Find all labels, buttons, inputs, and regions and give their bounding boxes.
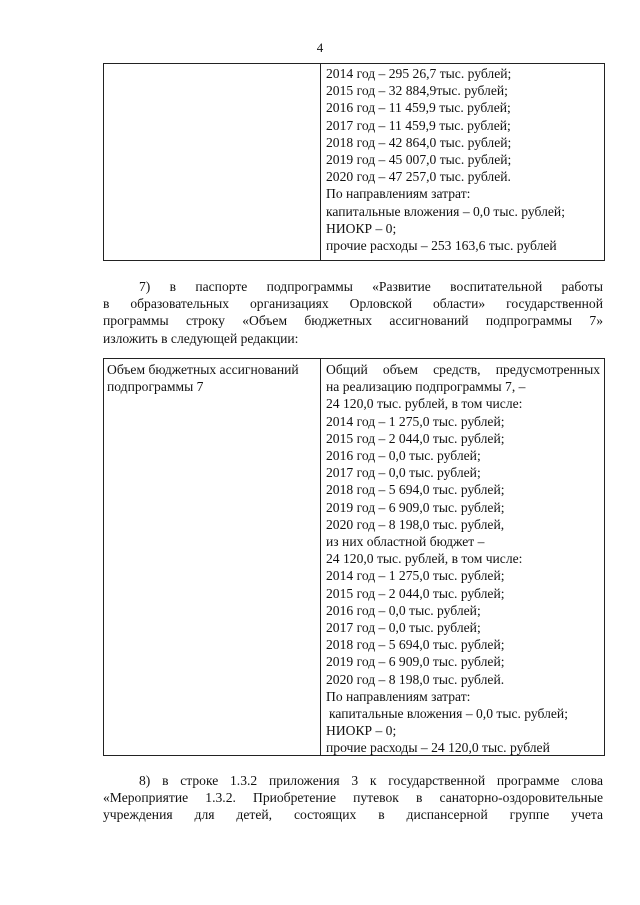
paragraph-line: 7) в паспорте подпрограммы «Развитие воспитательной работы xyxy=(139,279,603,294)
budget-table-continued xyxy=(103,63,605,261)
table-line: 2020 год – 47 257,0 тыс. рублей. xyxy=(326,169,511,185)
table-line: НИОКР – 0; xyxy=(326,220,397,236)
table-line: на реализацию подпрограммы 7, – xyxy=(326,379,526,395)
paragraph-8 xyxy=(103,772,603,824)
table-line: капитальные вложения – 0,0 тыс. рублей; xyxy=(329,706,568,722)
table-line: 2014 год – 1 275,0 тыс. рублей; xyxy=(326,413,505,429)
table-line: НИОКР – 0; xyxy=(326,723,397,739)
table-line: 24 120,0 тыс. рублей, в том числе: xyxy=(326,551,523,567)
table-line: 2016 год – 0,0 тыс. рублей; xyxy=(326,448,481,464)
table-left-cell xyxy=(104,64,321,260)
table-right-cell xyxy=(326,65,600,254)
table-line: 2017 год – 11 459,9 тыс. рублей; xyxy=(326,117,511,133)
table-line: 2015 год – 32 884,9тыс. рублей; xyxy=(326,83,508,99)
budget-table-subprogram-7 xyxy=(103,358,605,756)
table-line: 2017 год – 0,0 тыс. рублей; xyxy=(326,465,481,481)
table-line: 24 120,0 тыс. рублей, в том числе: xyxy=(326,396,523,412)
table-line: прочие расходы – 253 163,6 тыс. рублей xyxy=(326,238,557,254)
table-line: 2020 год – 8 198,0 тыс. рублей, xyxy=(326,516,505,532)
table-line: прочие расходы – 24 120,0 тыс. рублей xyxy=(326,740,550,756)
table-line: 2020 год – 8 198,0 тыс. рублей. xyxy=(326,671,505,687)
table-line: 2019 год – 6 909,0 тыс. рублей; xyxy=(326,654,505,670)
paragraph-7 xyxy=(103,278,603,347)
table-line: 2017 год – 0,0 тыс. рублей; xyxy=(326,620,481,636)
table-line: 2016 год – 0,0 тыс. рублей; xyxy=(326,602,481,618)
table-row-label: Объем бюджетных ассигнований xyxy=(107,362,299,377)
table-line: капитальные вложения – 0,0 тыс. рублей; xyxy=(326,203,565,219)
table-line: 2015 год – 2 044,0 тыс. рублей; xyxy=(326,430,505,446)
table-line: 2019 год – 45 007,0 тыс. рублей; xyxy=(326,152,512,168)
page-number: 4 xyxy=(316,40,324,55)
table-line: По направлениям затрат: xyxy=(326,186,471,202)
table-line: 2018 год – 42 864,0 тыс. рублей; xyxy=(326,134,512,150)
table-left-cell xyxy=(104,359,321,755)
table-line: 2014 год – 1 275,0 тыс. рублей; xyxy=(326,568,505,584)
paragraph-line: в образовательных организациях Орловской области» государственной xyxy=(103,296,603,312)
paragraph-line: изложить в следующей редакции: xyxy=(103,330,299,346)
table-line: 2018 год – 5 694,0 тыс. рублей; xyxy=(326,637,505,653)
table-line: 2015 год – 2 044,0 тыс. рублей; xyxy=(326,585,505,601)
table-line: 2016 год – 11 459,9 тыс. рублей; xyxy=(326,100,511,116)
table-line: из них областной бюджет – xyxy=(326,534,485,550)
table-line: Общий объем средств, предусмотренных xyxy=(326,362,600,377)
table-line: 2019 год – 6 909,0 тыс. рублей; xyxy=(326,499,505,515)
table-right-cell xyxy=(326,361,600,757)
paragraph-line: 8) в строке 1.3.2 приложения 3 к государственной программе слова xyxy=(139,773,603,788)
table-row-label: подпрограммы 7 xyxy=(107,379,204,395)
paragraph-line: учреждения для детей, состоящих в диспансерной группе учета xyxy=(103,807,603,823)
table-line: 2018 год – 5 694,0 тыс. рублей; xyxy=(326,482,505,498)
table-line: 2014 год – 295 26,7 тыс. рублей; xyxy=(326,66,512,81)
paragraph-line: программы строку «Объем бюджетных ассигнований подпрограммы 7» xyxy=(103,313,603,329)
table-line: По направлениям затрат: xyxy=(326,688,471,704)
paragraph-line: «Мероприятие 1.3.2. Приобретение путевок в санаторно-оздоровительные xyxy=(103,790,603,806)
